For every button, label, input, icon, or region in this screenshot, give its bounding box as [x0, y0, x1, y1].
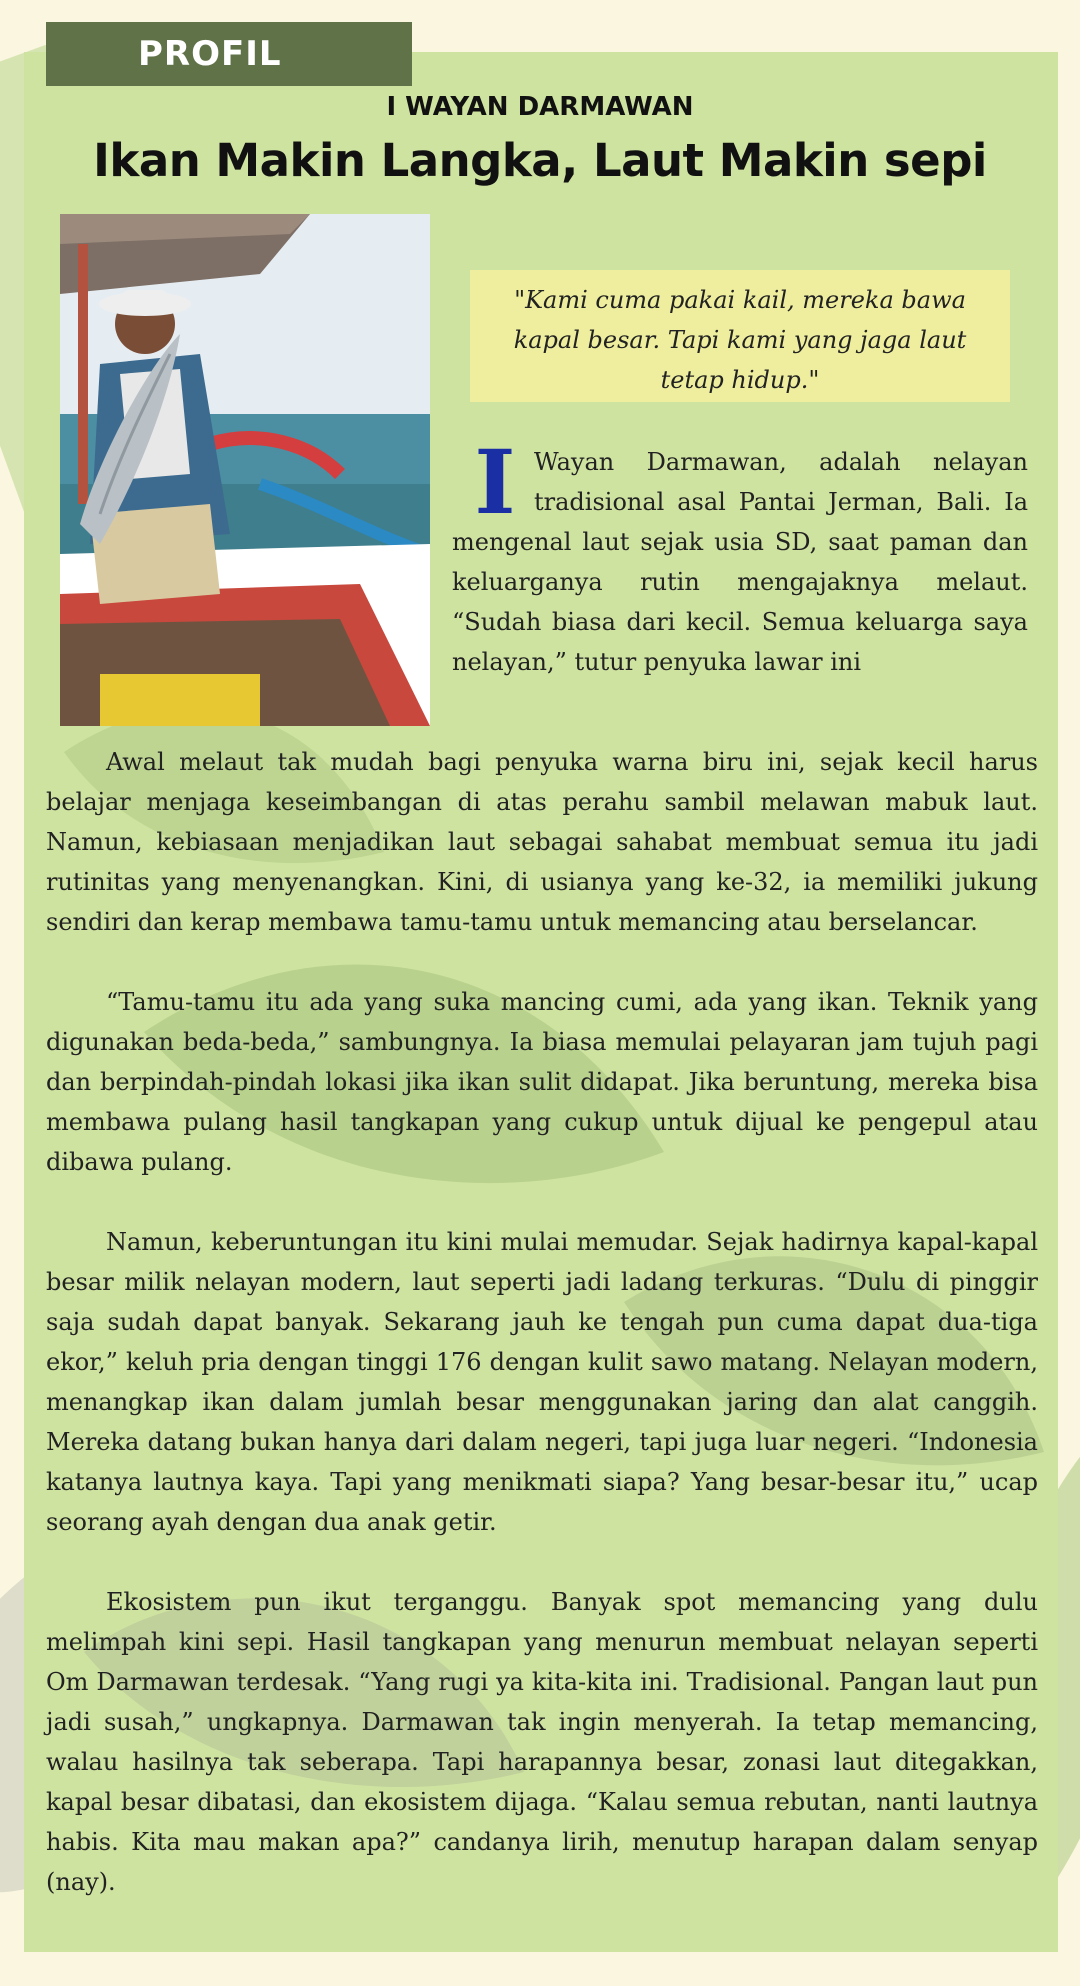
- fisherman-photo: [60, 214, 430, 726]
- drop-cap: I: [474, 430, 516, 534]
- body-paragraph: Namun, keberuntungan itu kini mulai memudar. Sejak hadirnya kapal-kapal besar milik nelayan modern, laut seperti jadi ladang terkuras. “Dulu di pinggir saja sudah dapat banyak. Sekarang jauh ke tengah pun cuma dapat dua-tiga ekor,” keluh pria dengan tinggi 176 dengan kulit sawo matang. Nelayan modern, menangkap ikan dalam jumlah besar menggunakan jaring dan alat canggih. Mereka datang bukan hanya dari dalam negeri, tapi juga luar negeri. “Indonesia katanya lautnya kaya. Tapi yang menikmati siapa? Yang besar-besar itu,” ucap seorang ayah dengan dua anak getir.: [46, 1228, 1038, 1536]
- body-paragraph: “Tamu-tamu itu ada yang suka mancing cumi, ada yang ikan. Teknik yang digunakan beda-beda,” sambungnya. Ia biasa memulai pelayaran jam tujuh pagi dan berpindah-pindah lokasi jika ikan sulit didapat. Jika beruntung, mereka bisa membawa pulang hasil tangkapan yang cukup untuk dijual ke pengepul atau dibawa pulang.: [46, 988, 1038, 1176]
- headline: Ikan Makin Langka, Laut Makin sepi: [93, 134, 987, 187]
- pull-quote: "Kami cuma pakai kail, mereka bawa kapal besar. Tapi kami yang jaga laut tetap hidup.": [470, 270, 1010, 402]
- intro-text: Wayan Darmawan, adalah nelayan tradisional asal Pantai Jerman, Bali. Ia mengenal laut sejak usia SD, saat paman dan keluarganya rutin mengajaknya melaut. “Sudah biasa dari kecil. Semua keluarga saya nelayan,” tutur penyuka lawar ini: [452, 448, 1028, 676]
- body-paragraph: Awal melaut tak mudah bagi penyuka warna biru ini, sejak kecil harus belajar menjaga keseimbangan di atas perahu sambil melawan mabuk laut. Namun, kebiasaan menjadikan laut sebagai sahabat membuat semua itu jadi rutinitas yang menyenangkan. Kini, di usianya yang ke-32, ia memiliki jukung sendiri dan kerap membawa tamu-tamu untuk memancing atau berselancar.: [46, 748, 1038, 936]
- fisherman-illustration: [60, 214, 430, 726]
- body-paragraph: Ekosistem pun ikut terganggu. Banyak spot memancing yang dulu melimpah kini sepi. Hasil tangkapan yang menurun membuat nelayan seperti Om Darmawan terdesak. “Yang rugi ya kita-kita ini. Tradisional. Pangan laut pun jadi susah,” ungkapnya. Darmawan tak ingin menyerah. Ia tetap memancing, walau hasilnya tak seberapa. Tapi harapannya besar, zonasi laut ditegakkan, kapal besar dibatasi, dan ekosistem dijaga. “Kalau semua rebutan, nanti lautnya habis. Kita mau makan apa?” candanya lirih, menutup harapan dalam senyap (nay).: [46, 1588, 1038, 1896]
- subject-name: I WAYAN DARMAWAN: [386, 92, 694, 122]
- section-tag: PROFIL: [46, 22, 412, 86]
- intro-paragraph: [452, 430, 1028, 682]
- article-body: [46, 742, 1038, 1942]
